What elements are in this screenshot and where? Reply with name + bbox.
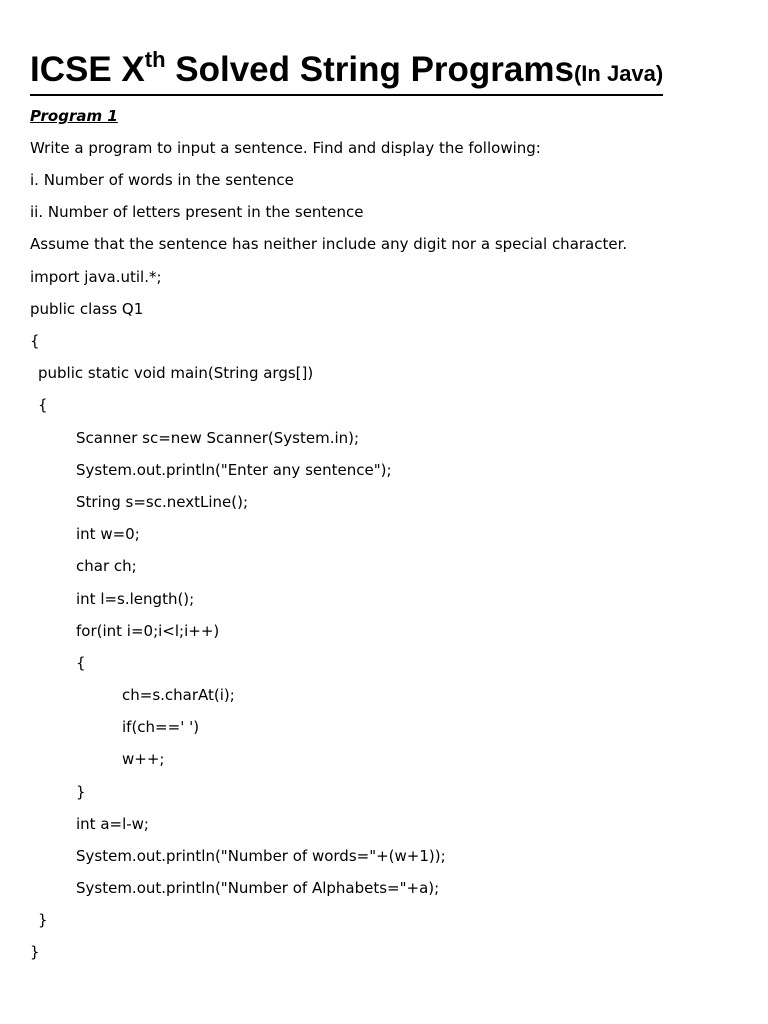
code-line: System.out.println("Number of Alphabets="+a); — [76, 879, 440, 897]
code-line: Scanner sc=new Scanner(System.in); — [76, 429, 360, 447]
code-line: { — [38, 396, 48, 414]
question-line: i. Number of words in the sentence — [30, 171, 294, 189]
question-line: Write a program to input a sentence. Find and display the following: — [30, 139, 541, 157]
code-line: int w=0; — [76, 525, 140, 543]
code-line: w++; — [122, 750, 165, 768]
code-line: public static void main(String args[]) — [38, 364, 314, 382]
page-title — [30, 47, 664, 96]
code-line: int a=l-w; — [76, 815, 149, 833]
title-rest: Solved String Programs — [165, 50, 574, 89]
code-line: { — [76, 654, 86, 672]
code-line: import java.util.*; — [30, 268, 162, 286]
title-main: ICSE X — [30, 50, 145, 89]
question-line: ii. Number of letters present in the sentence — [30, 203, 364, 221]
program-heading: Program 1 — [30, 107, 118, 125]
question-line: Assume that the sentence has neither include any digit nor a special character. — [30, 235, 628, 253]
code-line: public class Q1 — [30, 300, 144, 318]
code-line: System.out.println("Number of words="+(w+1)); — [76, 847, 446, 865]
code-line: } — [76, 783, 86, 801]
code-line: { — [30, 332, 40, 350]
title-superscript: th — [144, 47, 166, 72]
code-line: System.out.println("Enter any sentence"); — [76, 461, 392, 479]
code-line: char ch; — [76, 557, 137, 575]
code-line: String s=sc.nextLine(); — [76, 493, 248, 511]
code-line: ch=s.charAt(i); — [122, 686, 235, 704]
code-line: } — [30, 943, 40, 961]
code-line: } — [38, 911, 48, 929]
code-line: if(ch==' ') — [122, 718, 200, 736]
code-line: int l=s.length(); — [76, 590, 195, 608]
code-line: for(int i=0;i<l;i++) — [76, 622, 220, 640]
title-suffix: (In Java) — [573, 61, 664, 86]
